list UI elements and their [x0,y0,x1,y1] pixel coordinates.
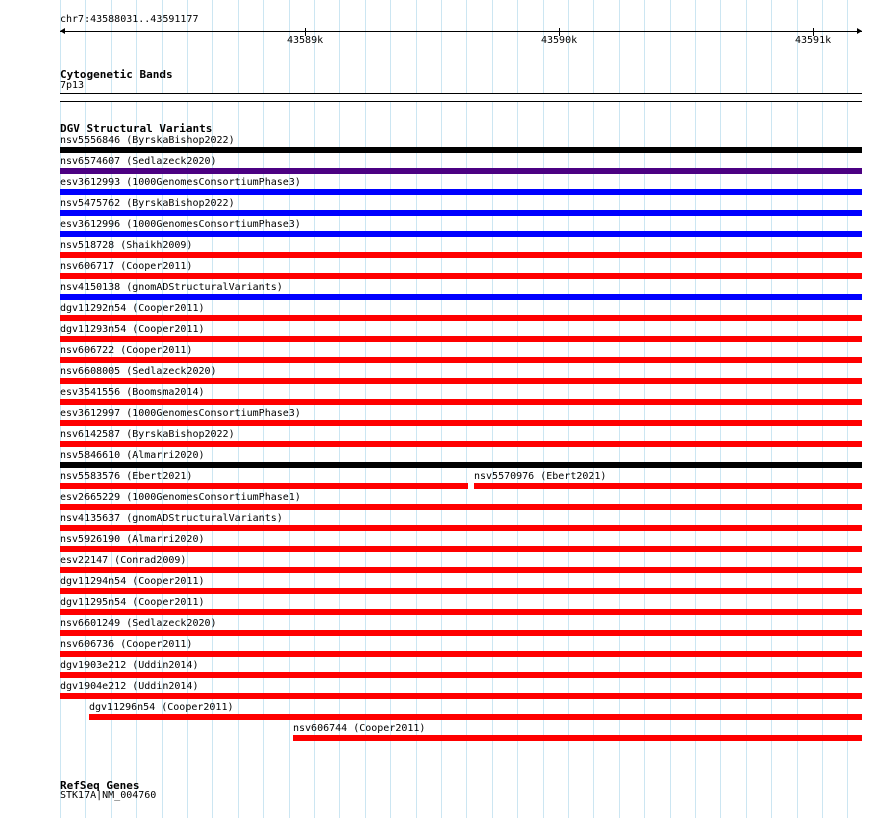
variant-label: nsv4150138 (gnomADStructuralVariants) [60,282,283,293]
variant-label: nsv5583576 (Ebert2021) [60,471,193,482]
variant-label: esv2665229 (1000GenomesConsortiumPhase1) [60,492,301,503]
variant-bar[interactable] [474,483,862,489]
variant-bar[interactable] [60,672,862,678]
variant-label: nsv518728 (Shaikh2009) [60,240,193,251]
variant-bar[interactable] [60,462,862,468]
variant-bar[interactable] [60,420,862,426]
variant-bar[interactable] [60,546,862,552]
variant-bar[interactable] [60,441,862,447]
gene-model[interactable] [0,798,890,810]
variant-bar[interactable] [60,651,862,657]
variant-label: esv3612997 (1000GenomesConsortiumPhase3) [60,408,301,419]
cytoband-label: 7p13 [60,80,85,91]
variant-label: dgv11292n54 (Cooper2011) [60,303,205,314]
variant-label: nsv606744 (Cooper2011) [293,723,426,734]
variant-bar[interactable] [60,147,862,153]
variant-label: nsv5926190 (Almarri2020) [60,534,205,545]
variant-label: dgv11293n54 (Cooper2011) [60,324,205,335]
variant-label: nsv606736 (Cooper2011) [60,639,193,650]
variant-label: nsv606717 (Cooper2011) [60,261,193,272]
variant-label: dgv1903e212 (Uddin2014) [60,660,199,671]
variant-label: dgv11295n54 (Cooper2011) [60,597,205,608]
variant-label: nsv5570976 (Ebert2021) [474,471,607,482]
cytoband-bar[interactable] [60,93,862,102]
variant-bar[interactable] [60,252,862,258]
variant-label: dgv11296n54 (Cooper2011) [89,702,234,713]
variant-bar[interactable] [60,189,862,195]
variant-label: nsv6142587 (ByrskaBishop2022) [60,429,235,440]
variant-bar[interactable] [60,168,862,174]
variant-label: esv22147 (Conrad2009) [60,555,187,566]
variant-label: esv3541556 (Boomsma2014) [60,387,205,398]
ruler-tick-label: 43591k [795,35,832,46]
ruler-scale[interactable] [60,26,862,36]
gene-label: STK17A|NM_004760 [60,790,157,801]
ruler-tick-label: 43590k [541,35,578,46]
ruler-location: chr7:43588031..43591177 [60,14,199,25]
variant-label: nsv6574607 (Sedlazeck2020) [60,156,217,167]
refseq-track-title[interactable]: RefSeq Genes [60,779,140,792]
variant-label: nsv6608005 (Sedlazeck2020) [60,366,217,377]
variant-bar[interactable] [60,378,862,384]
variant-bar[interactable] [89,714,862,720]
variant-label: esv3612996 (1000GenomesConsortiumPhase3) [60,219,301,230]
variant-bar[interactable] [60,336,862,342]
variant-label: nsv5556846 (ByrskaBishop2022) [60,135,235,146]
variant-label: dgv1904e212 (Uddin2014) [60,681,199,692]
variant-label: nsv6601249 (Sedlazeck2020) [60,618,217,629]
variant-bar[interactable] [60,693,862,699]
cytoband-track-title[interactable]: Cytogenetic Bands [60,68,173,81]
variant-bar[interactable] [60,567,862,573]
variant-bar[interactable] [293,735,862,741]
variant-label: esv3612993 (1000GenomesConsortiumPhase3) [60,177,301,188]
variant-label: nsv5475762 (ByrskaBishop2022) [60,198,235,209]
variant-label: nsv606722 (Cooper2011) [60,345,193,356]
variant-bar[interactable] [60,525,862,531]
variant-bar[interactable] [60,273,862,279]
ruler-axis-line [60,31,862,32]
arrow-right-icon [857,28,862,34]
variant-bar[interactable] [60,315,862,321]
variant-bar[interactable] [60,399,862,405]
variant-label: dgv11294n54 (Cooper2011) [60,576,205,587]
ruler-tick-label: 43589k [287,35,324,46]
variant-bar[interactable] [60,504,862,510]
variant-label: nsv5846610 (Almarri2020) [60,450,205,461]
variant-label: nsv4135637 (gnomADStructuralVariants) [60,513,283,524]
variant-bar[interactable] [60,609,862,615]
arrow-left-icon [60,28,65,34]
dgv-track-title[interactable]: DGV Structural Variants [60,122,213,135]
variant-bar[interactable] [60,231,862,237]
variant-bar[interactable] [60,357,862,363]
variant-bar[interactable] [60,294,862,300]
variant-bar[interactable] [60,483,468,489]
variant-bar[interactable] [60,630,862,636]
variant-bar[interactable] [60,210,862,216]
variant-bar[interactable] [60,588,862,594]
